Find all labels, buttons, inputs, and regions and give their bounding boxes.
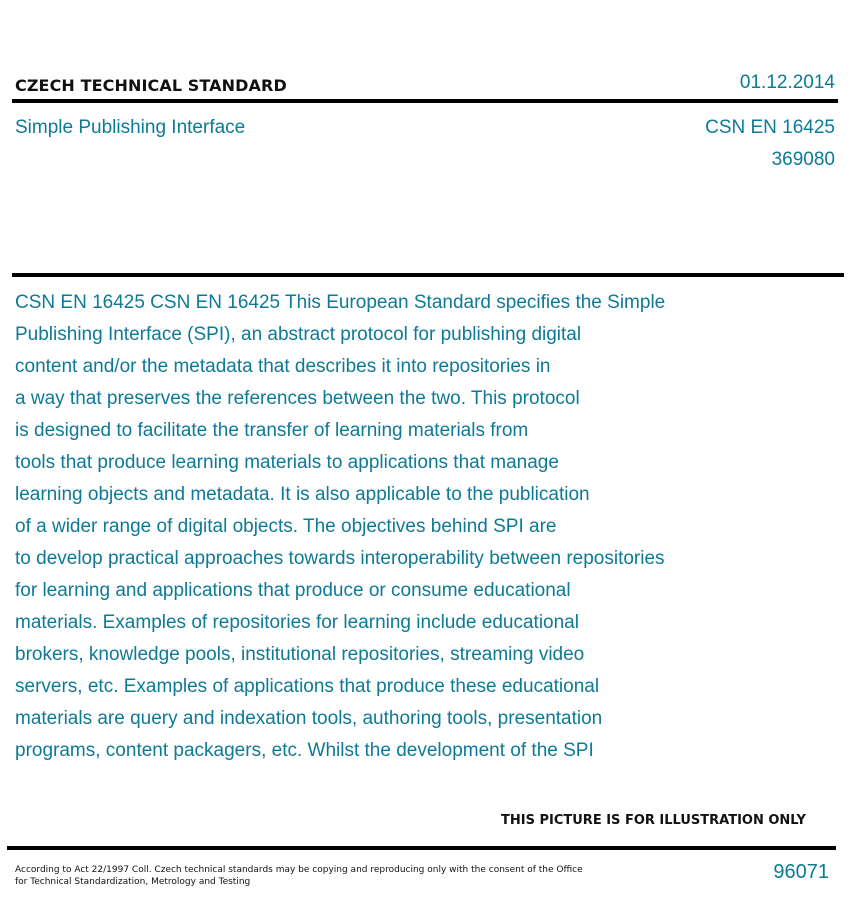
abstract-line: a way that preserves the references between the two. This protocol	[15, 388, 580, 409]
classification-code: 369080	[771, 149, 835, 170]
abstract-line: for learning and applications that produce or consume educational	[15, 580, 571, 601]
document-id: 96071	[773, 861, 829, 883]
abstract-line: programs, content packagers, etc. Whilst the development of the SPI	[15, 740, 594, 761]
abstract-line: materials. Examples of repositories for learning include educational	[15, 612, 579, 633]
issue-date: 01.12.2014	[739, 72, 835, 93]
abstract-line: content and/or the metadata that describes it into repositories in	[15, 356, 551, 377]
abstract-line: servers, etc. Examples of applications that produce these educational	[15, 676, 600, 697]
abstract-line: brokers, knowledge pools, institutional repositories, streaming video	[15, 644, 585, 665]
abstract-line: is designed to facilitate the transfer of learning materials from	[15, 420, 529, 441]
standard-title: Simple Publishing Interface	[15, 117, 246, 138]
legal-line: According to Act 22/1997 Coll. Czech technical standards may be copying and reproducing only with the consent of the Office	[15, 865, 583, 875]
abstract-line: learning objects and metadata. It is also applicable to the publication	[15, 484, 590, 505]
standard-number: CSN EN 16425	[705, 117, 835, 138]
abstract-line: Publishing Interface (SPI), an abstract protocol for publishing digital	[15, 324, 582, 345]
abstract-text	[15, 287, 795, 767]
abstract-line: tools that produce learning materials to applications that manage	[15, 452, 559, 473]
footer-legal-note	[15, 864, 615, 888]
document-type: CZECH TECHNICAL STANDARD	[15, 76, 287, 95]
footer-rule	[7, 846, 836, 850]
abstract-line: to develop practical approaches towards interoperability between repositories	[15, 548, 665, 569]
abstract-line: CSN EN 16425 CSN EN 16425 This European Standard specifies the Simple	[15, 292, 666, 313]
abstract-line: of a wider range of digital objects. The objectives behind SPI are	[15, 516, 557, 537]
legal-line: for Technical Standardization, Metrology and Testing	[15, 877, 251, 887]
section-rule	[12, 273, 844, 277]
illustration-note: THIS PICTURE IS FOR ILLUSTRATION ONLY	[501, 813, 806, 828]
abstract-line: materials are query and indexation tools, authoring tools, presentation	[15, 708, 603, 729]
header-rule	[12, 99, 838, 103]
